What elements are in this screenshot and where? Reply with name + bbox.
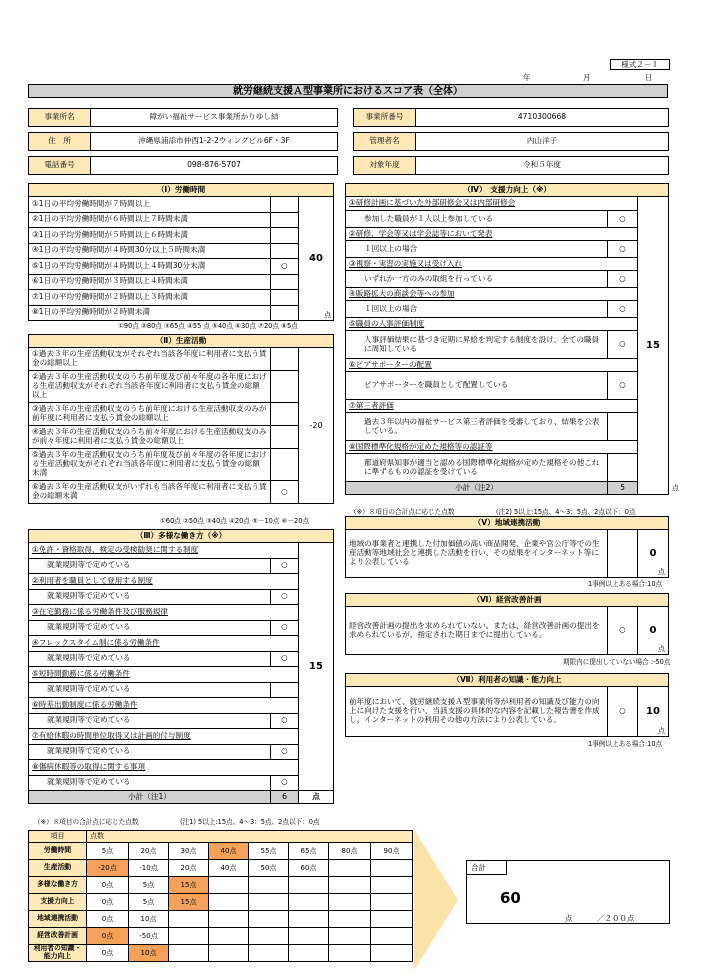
summary-empty-cell [289,877,329,894]
total-value: 60 [500,889,521,907]
s3-item-sub: 就業規則等で定めている [29,620,271,636]
summary-cell: 65点 [289,843,329,860]
s1-mark [271,243,299,259]
s4-item-sub: 過去３年以内の福祉サービス第三者評価を受審しており、結果を公表している。 [346,413,608,441]
total-unit: 点 [565,914,573,923]
s3-mark: ○ [271,713,299,729]
s4-mark: ○ [608,372,638,400]
date-month: 月 [583,73,591,82]
s5-mark [608,530,638,578]
section-community [345,516,669,578]
section-title: （Ⅵ）経営改善計画 [346,594,669,607]
s4-subtotal: 5 [608,482,638,495]
s3-mark [271,682,299,698]
s6-text: 経営改善計画の提出を求められていない。または、経営改善計画の提出を求められているが、指定された期日までに提出している。 [346,607,608,655]
s4-item-sub: いずれか一方のみの取組を行っている [346,271,608,288]
s3-mark: ○ [271,558,299,574]
s7-text: 前年度において、就労継続支援Ａ型事業所等が利用者の知識及び能力の向上に向けた支援を行い、当該支援の具体的な内容を記載した報告書を作成し、インターネットの利用その他の方法により公表している。 [346,687,608,737]
summary-row [29,860,413,877]
summary-cell: -10点 [129,860,169,877]
s3-mark: ○ [271,620,299,636]
summary-empty-cell [371,945,413,962]
s1-mark [271,290,299,306]
s5-score: 0 [649,547,657,559]
s3-item-sub: 就業規則等で定めている [29,713,271,729]
summary-cell: 0点 [87,945,129,962]
section-title: （Ⅰ）労働時間 [29,184,334,197]
s4-item-sub: 都道府県知事が適当と認める国際標準化規格が定めた規格その他これに準ずるものの認証を受けている [346,454,608,482]
s4-item-sub: １回以上の場合 [346,241,608,258]
s2-item: ①過去３年の生産活動収支がそれぞれ当該各年度に利用者に支払う賃金の総額以上 [29,348,271,371]
summary-cell: 5点 [87,843,129,860]
s1-item: ③1日の平均労働時間が５時間以上６時間未満 [29,228,271,244]
s1-score-cell [299,197,334,321]
total-box [466,860,670,924]
section-title: （Ⅴ）地域連携活動 [346,517,669,530]
s3-item-sub: 就業規則等で定めている [29,558,271,574]
summary-cell: 80点 [329,843,371,860]
summary-empty-cell [209,911,249,928]
s7-note: 1事例以上ある場合:10点 [588,740,663,748]
s3-mark: ○ [271,744,299,760]
s4-mark: ○ [608,271,638,288]
s3-note2: (注1) 5以上:15点、4～3：5点、2点以下：0点 [180,818,320,826]
s4-mark: ○ [608,241,638,258]
s3-item-sub: 就業規則等で定めている [29,775,271,791]
section-title: （Ⅶ）利用者の知識・能力向上 [346,674,669,687]
s3-item-heading: ⑧傷病休暇等の取得に関する事項 [29,760,299,776]
phone-label: 電話番号 [29,157,91,175]
date-year: 年 [523,73,531,82]
s4-item-sub: 人事評価結果に基づき定期に昇給を判定する制度を設け、全ての職員に周知している [346,331,608,359]
s3-item-heading: ③在宅勤務に係る労働条件及び服務規律 [29,605,299,621]
s7-mark: ○ [608,687,638,737]
s1-item: ⑤1日の平均労働時間が４時間以上４時間30分未満 [29,259,271,275]
summary-empty-cell [209,877,249,894]
summary-row-label: 労働時間 [29,843,87,860]
summary-row-label: 経営改善計画 [29,928,87,945]
s4-item-heading: ①研修計画に基づいた外部研修会又は内部研修会 [346,197,638,211]
address-label: 住 所 [29,133,91,151]
summary-cell: 15点 [169,877,209,894]
s5-text: 地域の事業者と連携した付加価値の高い商品開発、企業や官公庁等での生産活動等地域社会と連携した活動を行い、その結果をインターネット等により公表している [346,530,608,578]
summary-cell: 55点 [249,843,289,860]
s4-item-heading: ⑥ピアサポーターの配置 [346,359,638,372]
s4-item-heading: ③視察・実習の実施又は受け入れ [346,258,638,271]
s3-item-sub: 就業規則等で定めている [29,744,271,760]
summary-cell: 10点 [129,945,169,962]
s4-mark: ○ [608,211,638,228]
s2-item: ⑤過去３年の生産活動収支のうち前年度及び前々年度の各年度における生産活動収支がそれぞれ当該各年度に利用者に支払う賃金の総額未満 [29,449,271,481]
summary-row [29,911,413,928]
summary-empty-cell [329,877,371,894]
section-title: （Ⅲ）多様な働き方（※） [29,530,334,543]
page-title: 就労継続支援Ａ型事業所におけるスコア表（全体） [28,84,668,98]
summary-cell: 20点 [169,860,209,877]
s4-item-heading: ④販路拡大の商談会等への参加 [346,288,638,301]
summary-empty-cell [289,945,329,962]
summary-row-label: 生産活動 [29,860,87,877]
summary-empty-cell [329,928,371,945]
summary-row-label: 多様な働き方 [29,877,87,894]
s5-note: 1事例以上ある場合:10点 [588,580,663,588]
s3-item-sub: 就業規則等で定めている [29,682,271,698]
s3-item-heading: ①免許・資格取得、検定の受検勧奨に関する制度 [29,543,299,559]
summary-cell: 20点 [129,843,169,860]
s1-item: ⑧1日の平均労働時間が２時間未満 [29,305,271,321]
summary-cell: 60点 [289,860,329,877]
summary-empty-cell [249,877,289,894]
s3-item-heading: ⑤短時間勤務に係る労働条件 [29,667,299,683]
s1-mark [271,228,299,244]
s1-item: ①1日の平均労働時間が７時間以上 [29,197,271,213]
summary-cell: 0点 [87,894,129,911]
summary-row [29,894,413,911]
summary-cell: 15点 [169,894,209,911]
summary-cell: 90点 [371,843,413,860]
summary-empty-cell [371,860,413,877]
section-management-plan [345,593,669,655]
s1-score: 40 [309,252,323,264]
s4-item-heading: ⑧国際標準化規格が定めた規格等の認証等 [346,441,638,454]
s4-item-sub: １回以上の場合 [346,301,608,318]
s7-unit: 点 [658,726,665,735]
summary-cell: 5点 [129,877,169,894]
s6-score-cell [638,607,669,655]
summary-cell: 10点 [129,911,169,928]
s2-item: ⑥過去３年の生産活動収支がいずれも当該各年度に利用者に支払う賃金の総額未満 [29,481,271,504]
phone: 098-876-5707 [91,157,338,175]
s1-item: ②1日の平均労働時間が６時間以上７時間未満 [29,212,271,228]
summary-row-label: 支援力向上 [29,894,87,911]
s6-mark: ○ [608,607,638,655]
manager: 内山洋子 [416,133,669,151]
s1-mark [271,212,299,228]
summary-cell: 30点 [169,843,209,860]
target-year: 令和５年度 [416,157,669,175]
s4-item-heading: ⑦第三者評価 [346,400,638,413]
s3-note1: （※）８項目の合計点に応じた点数 [34,818,139,826]
summary-empty-cell [249,945,289,962]
s3-item-heading: ④フレックスタイム制に係る労働条件 [29,636,299,652]
summary-row [29,877,413,894]
s4-note2: (注2) 5以上:15点、4～3：5点、2点以下：0点 [496,508,636,516]
summary-empty-cell [289,894,329,911]
s2-item: ③過去３年の生産活動収支のうち前年度における生産活動収支のみが前年度に利用者に支払う賃金の総額以上 [29,403,271,426]
summary-empty-cell [289,911,329,928]
s1-mark [271,274,299,290]
s3-mark: ○ [271,651,299,667]
office-info-table [28,108,669,175]
s1-mark [271,197,299,213]
arrow-shape [414,830,460,970]
s4-mark: ○ [608,301,638,318]
s3-score: 15 [299,543,334,791]
s1-item: ⑦1日の平均労働時間が２時間以上３時間未満 [29,290,271,306]
summary-empty-cell [249,911,289,928]
s5-score-cell [638,530,669,578]
summary-row [29,843,413,860]
summary-empty-cell [209,894,249,911]
s3-unit: 点 [299,791,334,804]
s4-note1: （※）８項目の合計点に応じた点数 [350,508,455,516]
s3-item-heading: ⑦有給休暇の時間単位取得又は計画的付与制度 [29,729,299,745]
s1-item: ④1日の平均労働時間が４時間30分以上５時間未満 [29,243,271,259]
summary-empty-cell [329,945,371,962]
s3-mark: ○ [271,589,299,605]
s4-mark [608,413,638,441]
s4-mark [608,454,638,482]
s4-item-sub: ピアサポーターを職員として配置している [346,372,608,400]
office-name-label: 事業所名 [29,109,91,127]
s2-item: ④過去３年の生産活動収支のうち前々年度における生産活動収支のみが前々年度に利用者に支払う賃金の総額以上 [29,426,271,449]
total-label: 合計 [467,861,507,875]
section-user-knowledge [345,673,669,737]
address: 沖縄県浦添市仲西1-2-2ウィングビル6F・3F [91,133,338,151]
summary-row [29,945,413,962]
section-work-hours [28,183,334,321]
manager-label: 管理者名 [354,133,416,151]
s3-item-sub: 就業規則等で定めている [29,589,271,605]
summary-row [29,928,413,945]
section-title: （Ⅱ）生産活動 [29,335,334,348]
s4-item-sub: 参加した職員が１人以上参加している [346,211,608,228]
s2-item: ②過去３年の生産活動収支のうち前年度及び前々年度の各年度における生産活動収支がそれぞれ当該各年度に利用者に支払う賃金の総額以上 [29,371,271,403]
summary-cell: -20点 [87,860,129,877]
s4-item-heading: ⑤職員の人事評価制度 [346,318,638,331]
section-title: （Ⅳ） 支援力向上（※） [346,184,669,197]
summary-empty-cell [249,894,289,911]
summary-empty-cell [371,928,413,945]
s3-subtotal-label: 小計（注1） [29,791,271,804]
summary-row-label: 地域連携活動 [29,911,87,928]
s7-score: 10 [646,705,660,717]
summary-empty-cell [289,928,329,945]
summary-empty-cell [371,911,413,928]
s3-item-heading: ⑥時差出勤制度に係る労働条件 [29,698,299,714]
s1-item: ⑥1日の平均労働時間が３時間以上４時間未満 [29,274,271,290]
s4-mark: ○ [608,331,638,359]
s5-unit: 点 [658,567,665,576]
s2-mark: ○ [271,481,299,504]
section-production [28,334,334,504]
office-no: 4710300668 [416,109,669,127]
summary-empty-cell [371,894,413,911]
summary-cell: 0点 [87,928,129,945]
summary-row-label: 利用者の知識・能力向上 [29,945,87,962]
summary-empty-cell [169,928,209,945]
summary-empty-cell [209,945,249,962]
summary-cell: -50点 [129,928,169,945]
s6-unit: 点 [658,644,666,653]
s3-item-sub: 就業規則等で定めている [29,651,271,667]
total-max: ／２００点 [597,914,635,923]
summary-empty-cell [169,945,209,962]
summary-cell: 0点 [87,911,129,928]
section-support-improvement: （Ⅳ） 支援力向上（※） ①研修計画に基づいた外部研修会又は内部研修会 15 参加した職員が１人以上参加している ○ ②研修、学会等又は学会誌等において発表 １回以上の場合 ○ ③視察・実習の実施又は受け入れ いずれか一方のみの取組を行っている ○ ④販路拡大の商談会等への参加 １回以上の場合 ○ ⑤職員の人事評価制度 人事評価結果に基づき定期に昇給を判定する制度を設け、全ての職員に周知している ○ ⑥ピアサポーターの配置 ピアサポーターを職員として配置している ○ ⑦第三者評価 過去３年以内の福祉サービス第三者評価を受審しており、結果を公表している。 ⑧国際標準化規格が定めた規格等の認証等 都道府県知事が適当と認める国際標準化規格が定めた規格その他これに準ずるものの認証を受けている 小計（注2） 5 点 [345,183,669,495]
summary-empty-cell [371,877,413,894]
summary-empty-cell [209,928,249,945]
summary-cell: 0点 [87,877,129,894]
summary-empty-cell [329,860,371,877]
summary-empty-cell [249,928,289,945]
summary-cell: 5点 [129,894,169,911]
office-name: 障がい福祉サービス事業所かりゆし結 [91,109,338,127]
s3-item-heading: ②利用者を職員として登用する制度 [29,574,299,590]
s2-score: -20 [299,348,334,504]
office-no-label: 事業所番号 [354,109,416,127]
s2-note: ①60点 ②50点 ③40点 ④20点 ⑤－10点 ⑥－20点 [160,517,310,525]
s1-unit: 点 [324,310,332,319]
form-number: 様式２－１ [610,59,670,70]
summary-cell: 40点 [209,860,249,877]
s4-subtotal-label: 小計（注2） [346,482,608,495]
s3-subtotal: 6 [271,791,299,804]
summary-cell: 40点 [209,843,249,860]
summary-header-item: 項目 [29,831,87,843]
section-diverse-work [28,529,334,804]
s1-mark: ○ [271,259,299,275]
s3-mark: ○ [271,775,299,791]
summary-empty-cell [169,911,209,928]
s1-mark [271,305,299,321]
year-label: 対象年度 [354,157,416,175]
s7-score-cell [638,687,669,737]
s6-score: 0 [649,624,657,636]
summary-empty-cell [329,894,371,911]
summary-cell: 50点 [249,860,289,877]
s4-score: 15 [638,197,669,495]
s6-note: 期限内に提出していない場合 :-50点 [563,658,671,666]
date-day: 日 [645,73,653,82]
s4-item-heading: ②研修、学会等又は学会誌等において発表 [346,228,638,241]
score-summary-table [28,830,413,962]
summary-empty-cell [329,911,371,928]
summary-header-score: 点数 [87,831,413,843]
s1-note: ①90点 ②80点 ③65点 ④55 点 ⑤40点 ⑥30点 ⑦20点 ⑧5点 [118,322,298,330]
